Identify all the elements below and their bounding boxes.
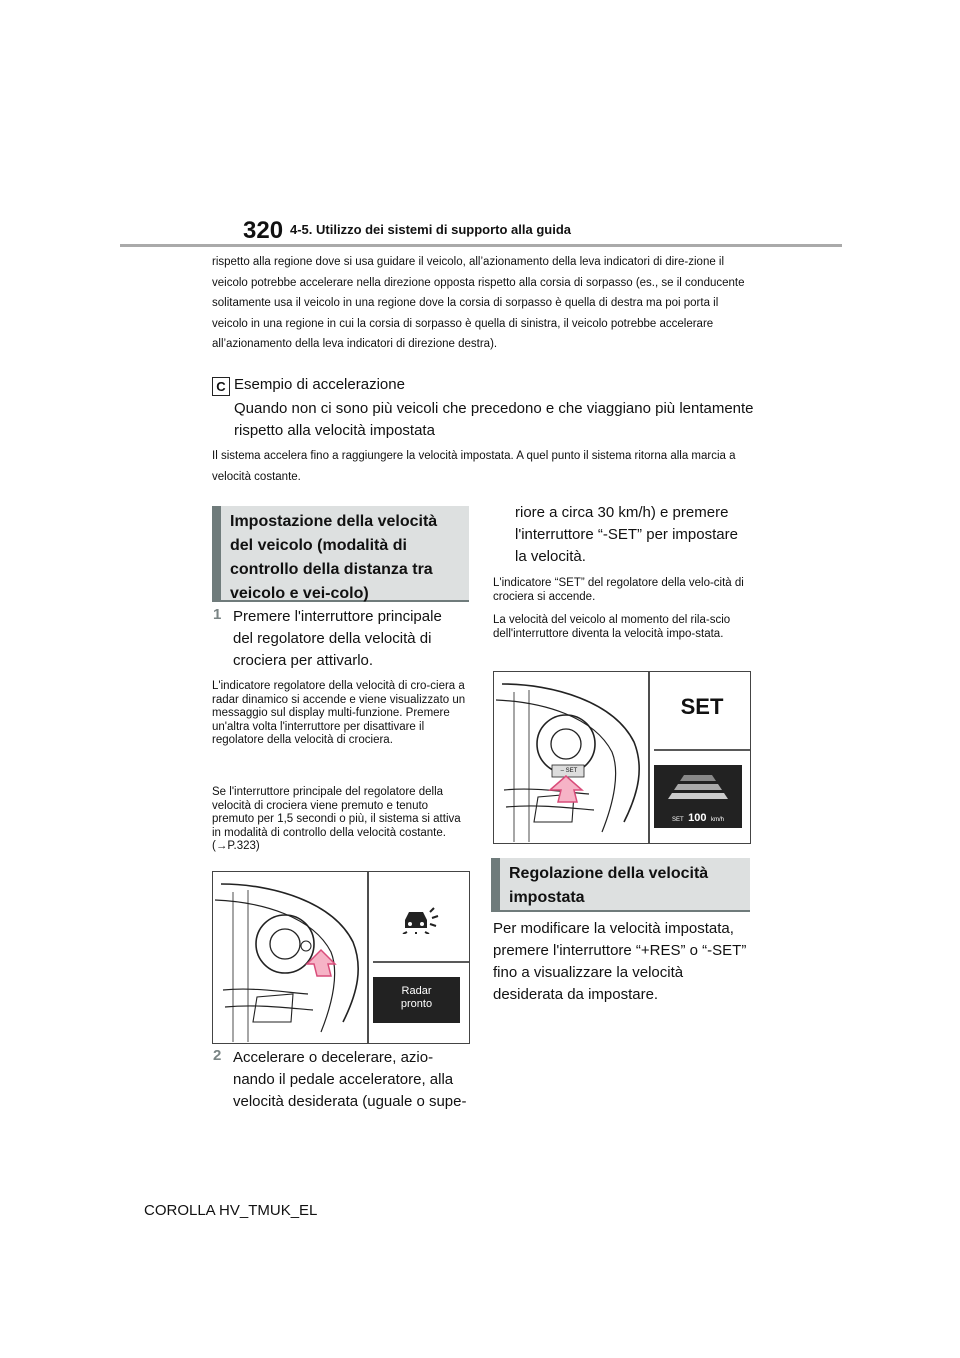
step-number: 2	[213, 1047, 222, 1064]
example-title: Esempio di accelerazione	[234, 376, 405, 393]
step-1-note: Se l'interruttore principale del regolatore della velocità di crociera viene premuto e tenuto premuto per 1,5 secondi o più, il sistema si attiva in modalità di controllo della velocità costante. (→P.323)	[212, 786, 461, 852]
steering-wheel-figure	[212, 871, 470, 1044]
example-body: Il sistema accelera fino a raggiungere la velocità impostata. A quel punto il sistema ritorna alla marcia a velocità costante.	[212, 450, 736, 483]
speed-display	[654, 765, 742, 828]
step-2-note: L'indicatore “SET” del regolatore della velo-cità di crociera si accende.	[493, 577, 744, 603]
step-2-text: Accelerare o decelerare, azio-nando il pedale acceleratore, alla velocità desiderata (uguale o supe-	[233, 1049, 467, 1110]
header-divider	[120, 244, 842, 247]
set-indicator: SET	[680, 694, 724, 719]
step-number: 1	[213, 606, 222, 623]
footer-model: COROLLA HV_TMUK_EL	[144, 1202, 318, 1219]
step-2-text-continued: riore a circa 30 km/h) e premere l'interruttore “-SET” per impostare la velocità.	[515, 504, 738, 565]
multi-info-display: Radar pronto	[373, 977, 460, 1023]
set-switch-figure	[493, 671, 751, 844]
section-heading-adjust-speed: Regolazione della velocità impostata	[491, 858, 750, 912]
adjust-speed-text: Per modificare la velocità impostata, premere l'interruttore “+RES” o “-SET” fino a visualizzare la velocità desiderata da impostare.	[493, 920, 747, 1003]
section-heading-set-speed: Impostazione della velocità del veicolo (modalità di controllo della distanza tra veicolo e vei-colo)	[212, 506, 469, 602]
step-1-text: Premere l'interruttore principale del regolatore della velocità di crociera per attivarlo.	[233, 608, 442, 669]
set-switch-label: – SET	[560, 768, 578, 774]
road-lanes-icon	[654, 765, 742, 805]
step-2-note: La velocità del veicolo al momento del rila-scio dell'interruttore diventa la velocità impo-stata.	[493, 614, 731, 640]
step-1-note: L'indicatore regolatore della velocità di cro-ciera a radar dinamico si accende e viene visualizzato un messaggio sul display multi-funzione. Premere un'altra volta l'interruttore per disattivare il regolatore della velocità di crociera.	[212, 680, 466, 746]
example-marker: C	[212, 377, 230, 396]
radar-cruise-icon	[399, 906, 439, 934]
section-title: 4-5. Utilizzo dei sistemi di supporto alla guida	[290, 222, 571, 237]
page-number: 320	[243, 217, 284, 244]
set-speed-readout: SET 100 km/h	[672, 812, 724, 824]
intro-paragraph: rispetto alla regione dove si usa guidare il veicolo, all’azionamento della leva indicatori di dire-zione il veicolo potrebbe accelerare nella direzione opposta rispetto alla corsia di sorpasso (es., se il conducente solitamente usa il veicolo in una regione dove la corsia di sorpasso è quella di destra ma poi porta il veicolo in una regione in cui la corsia di sorpasso è quella di sinistra, il veicolo potrebbe accelerare all’azionamento della leva indicatori di direzione destra).	[212, 256, 745, 351]
example-description: Quando non ci sono più veicoli che precedono e che viaggiano più lentamente rispetto alla velocità impostata	[234, 400, 754, 439]
